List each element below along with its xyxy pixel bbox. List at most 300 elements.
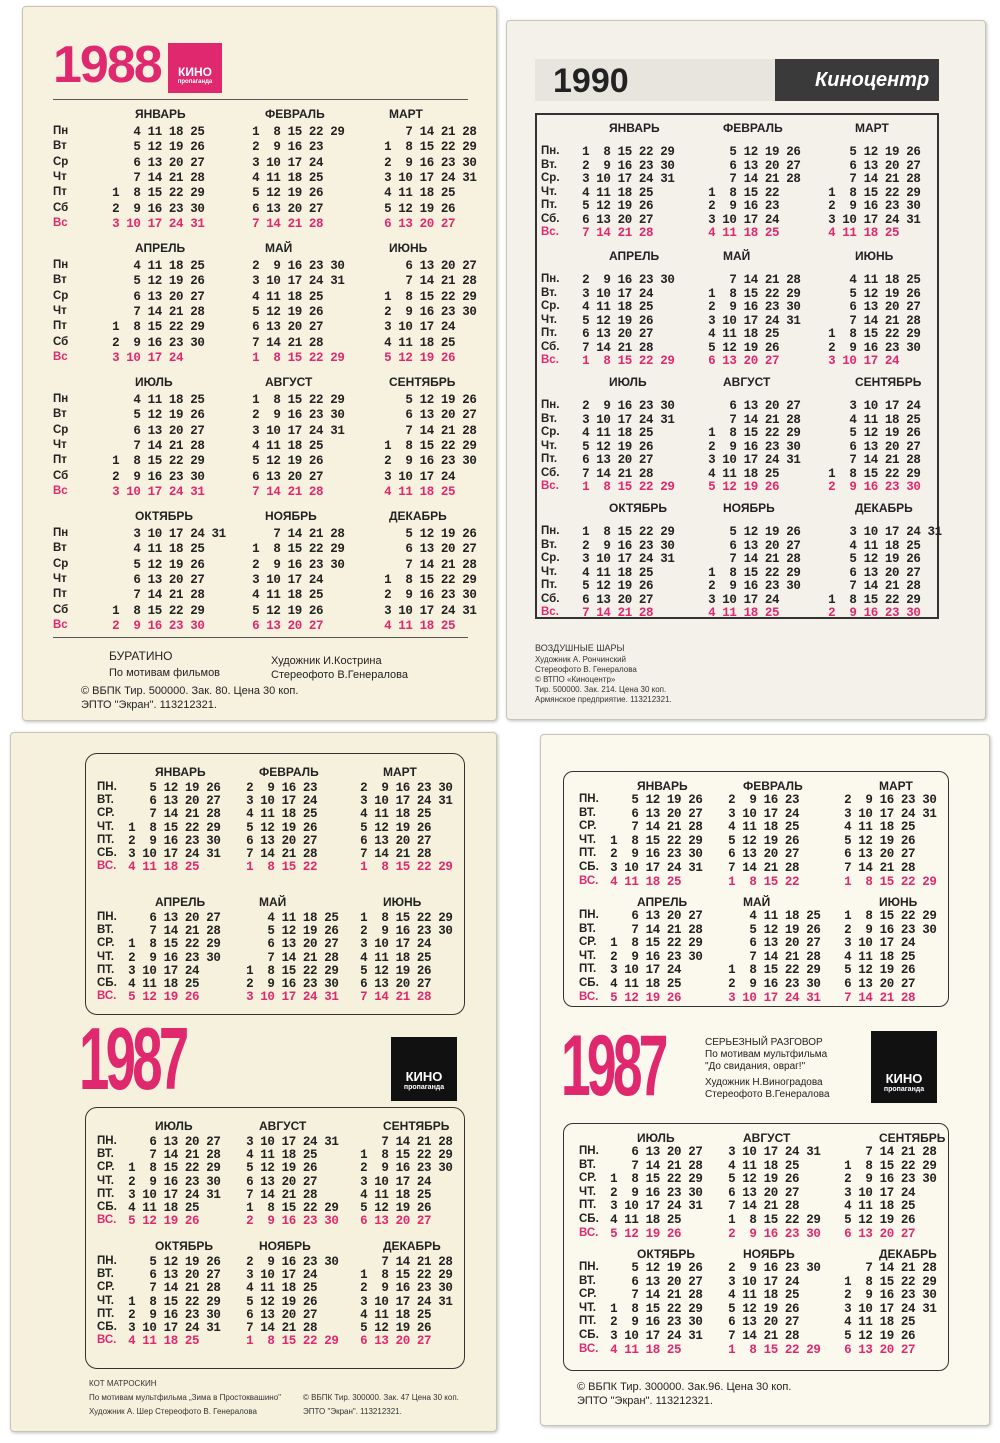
month-header: ФЕВРАЛЬ [723,121,783,135]
date-row: 2 9 16 23 30 [105,201,205,216]
weekday-label: Чт. [541,313,557,326]
date-row: 7 14 21 28 [105,438,205,453]
date-row: 5 12 19 26 [603,1261,703,1275]
date-row: 3 10 17 24 31 [575,172,675,186]
month-header: МАЙ [723,249,751,263]
weekday-label: СР. [97,807,115,820]
date-row: 1 8 15 22 29 [821,592,921,607]
publisher-text: © ВБПК Тир. 300000. Зак.96. Цена 30 коп. [577,1381,792,1393]
month-header: ИЮЛЬ [609,375,647,389]
card-title: БУРАТИНО [109,649,173,663]
month-header: МАРТ [855,121,889,135]
date-row: 2 9 16 23 30 [121,950,221,965]
date-row: 6 13 20 27 [821,439,921,454]
month-header: АВГУСТ [259,1119,307,1133]
month-header: НОЯБРЬ [265,509,317,523]
date-row: 6 13 20 27 [353,1214,432,1229]
date-row: 2 9 16 23 [701,199,780,213]
date-row: 5 12 19 26 [377,393,477,407]
date-row: 5 12 19 26 [837,1213,916,1227]
month-header: АВГУСТ [723,375,771,389]
date-row: 6 13 20 27 [239,1174,318,1189]
date-row: 3 10 17 24 31 [245,274,345,289]
date-row: 6 13 20 27 [837,977,916,991]
weekday-label: ПТ. [97,963,115,976]
date-row: 2 9 16 23 30 [353,924,453,939]
date-row: 4 11 18 25 [575,185,654,200]
weekday-label: Сб [53,201,69,214]
weekday-label: СР. [97,1281,115,1294]
date-row: 2 9 16 23 30 [105,335,205,350]
date-row: 4 11 18 25 [353,950,432,965]
date-row: 1 8 15 22 29 [821,185,921,200]
date-row: 5 12 19 26 [239,820,318,835]
weekday-label: Чт. [541,185,557,198]
info-title: СЕРЬЕЗНЫЙ РАЗГОВОР [705,1037,823,1048]
date-row: 3 10 17 24 31 [721,990,821,1005]
date-row: 6 13 20 27 [721,1315,800,1330]
date-row: 2 9 16 23 30 [701,439,801,454]
weekday-label: Вт. [541,286,557,299]
date-row: 3 10 17 24 31 [603,1199,703,1214]
date-row: 7 14 21 28 [245,484,324,499]
date-row: 2 9 16 23 30 [821,199,921,213]
date-row: 4 11 18 25 [377,618,456,633]
weekday-label: ПН. [97,1135,117,1147]
weekday-label: ПТ. [97,1307,115,1320]
date-row: 2 9 16 23 30 [837,1288,937,1303]
artist-text: Художник А. Рончинский [535,655,627,664]
date-row: 1 8 15 22 29 [575,480,675,494]
date-row: 1 8 15 22 29 [721,1213,821,1227]
date-row: 1 8 15 22 29 [837,874,937,889]
month-header: ЯНВАРЬ [609,121,660,135]
weekday-label: Сб. [541,592,560,605]
date-row: 3 10 17 24 31 [121,1187,221,1202]
date-row: 5 12 19 26 [121,781,221,795]
weekday-label: СР. [579,820,597,833]
date-row: 4 11 18 25 [245,588,324,603]
date-row: 4 11 18 25 [603,1213,682,1227]
date-row: 4 11 18 25 [105,542,205,557]
kino-logo [168,43,222,93]
date-row: 3 10 17 24 31 [721,1145,821,1159]
date-row: 3 10 17 24 [701,592,780,607]
date-row: 1 8 15 22 29 [837,1274,937,1289]
month-header: МАРТ [879,779,913,793]
date-row: 5 12 19 26 [239,1161,318,1176]
card-title: ВОЗДУШНЫЕ ШАРЫ [535,643,625,653]
logo-text: КИНО [405,1069,443,1084]
date-row: 3 10 17 24 [575,286,654,301]
date-row: 1 8 15 22 29 [353,860,453,875]
month-header: СЕНТЯБРЬ [383,1119,450,1133]
year-title: 1987 [79,1009,186,1108]
weekday-label: ПН. [579,1261,599,1273]
weekday-label: Сб. [541,212,560,225]
date-row: 3 10 17 24 [245,572,324,587]
month-header: ЯНВАРЬ [637,779,688,793]
date-row: 5 12 19 26 [353,820,432,835]
date-row: 4 11 18 25 [245,170,324,185]
date-row: 3 10 17 24 [121,963,200,978]
date-row: 6 13 20 27 [121,794,221,809]
date-row: 6 13 20 27 [377,216,456,231]
date-row: 5 12 19 26 [105,557,205,572]
weekday-label: ВТ. [97,1148,114,1161]
date-row: 1 8 15 22 29 [105,320,205,335]
date-row: 6 13 20 27 [603,806,703,821]
date-row: 7 14 21 28 [701,172,801,186]
print-text: Тир. 500000. Зак. 214. Цена 30 коп. [535,685,667,694]
weekday-label: ЧТ. [579,1301,597,1314]
date-row: 5 12 19 26 [603,1226,682,1241]
weekday-label: ПН. [579,909,599,921]
date-row: 4 11 18 25 [721,1158,800,1173]
date-row: 7 14 21 28 [603,1288,703,1303]
date-row: 7 14 21 28 [721,1199,800,1214]
date-row: 1 8 15 22 29 [245,125,345,139]
divider [53,99,468,100]
weekday-label: Чт. [541,565,557,578]
weekday-label: ЧТ. [97,950,115,963]
date-row: 4 11 18 25 [353,1307,432,1322]
date-row: 1 8 15 22 29 [105,454,205,469]
calendar-card-1987-a [10,732,497,1432]
date-row: 2 9 16 23 30 [245,408,345,423]
weekday-label: ЧТ. [579,833,597,846]
date-row: 3 10 17 24 [377,469,456,484]
weekday-label: ПН. [579,1145,599,1157]
date-row: 5 12 19 26 [821,145,921,159]
date-row: 4 11 18 25 [721,820,800,835]
date-row: 7 14 21 28 [603,922,703,937]
date-row: 5 12 19 26 [121,990,200,1005]
date-row: 5 12 19 26 [353,963,432,978]
date-row: 2 9 16 23 30 [239,1214,339,1229]
date-row: 5 12 19 26 [377,201,456,216]
date-row: 6 13 20 27 [837,847,916,862]
date-row: 1 8 15 22 29 [245,393,345,407]
date-row: 1 8 15 22 [239,860,318,875]
weekday-label: ПТ. [579,1315,597,1328]
month-header: АВГУСТ [265,375,313,389]
date-row: 2 9 16 23 30 [821,606,921,620]
date-row: 2 9 16 23 30 [377,588,477,603]
date-row: 4 11 18 25 [245,289,324,304]
date-row: 6 13 20 27 [239,937,339,952]
date-row: 3 10 17 24 31 [105,216,205,231]
month-header: МАРТ [383,765,417,779]
date-row: 7 14 21 28 [377,125,477,139]
date-row: 5 12 19 26 [837,1329,916,1343]
motif-text: По мотивам мультфильма [705,1049,828,1060]
date-row: 6 13 20 27 [353,1334,432,1349]
weekday-label: ЧТ. [97,1294,115,1307]
year-title: 1990 [553,62,629,100]
date-row: 4 11 18 25 [105,125,205,139]
weekday-label: ВТ. [579,922,596,935]
weekday-label: Пт. [541,453,558,465]
date-row: 5 12 19 26 [105,140,205,155]
date-row: 1 8 15 22 29 [377,572,477,587]
date-row: 7 14 21 28 [239,1321,318,1335]
weekday-label: Ср. [541,552,560,564]
photo-text: Стереофото В.Генералова [271,669,409,681]
date-row: 2 9 16 23 30 [603,1185,703,1200]
date-row: 6 13 20 27 [121,1135,221,1149]
weekday-label: ВС. [579,874,599,887]
date-row: 5 12 19 26 [721,922,821,937]
date-row: 1 8 15 22 29 [239,1201,339,1215]
month-header: ОКТЯБРЬ [155,1239,214,1253]
date-row: 7 14 21 28 [377,557,477,572]
weekday-label: Ср [53,557,69,570]
date-row: 3 10 17 24 31 [239,990,339,1005]
date-row: 7 14 21 28 [575,606,654,620]
publisher-text: © ВБПК Тир. 300000. Зак. 47 Цена 30 коп. [303,1393,459,1402]
weekday-label: Вс. [541,480,559,492]
date-row: 7 14 21 28 [239,1187,318,1202]
date-row: 2 9 16 23 30 [121,1307,221,1322]
date-row: 2 9 16 23 30 [353,781,453,795]
date-row: 6 13 20 27 [575,327,654,341]
year-box [535,59,775,101]
weekday-label: Пт. [541,327,558,339]
date-row: 5 12 19 26 [121,1214,200,1229]
date-row: 7 14 21 28 [105,304,205,319]
date-row: 3 10 17 24 31 [603,861,703,875]
weekday-label: Ср. [541,426,560,438]
date-row: 1 8 15 22 [721,874,800,889]
date-row: 3 10 17 24 31 [105,484,205,499]
date-row: 3 10 17 24 [105,350,184,365]
date-row: 6 13 20 27 [353,833,432,848]
date-row: 5 12 19 26 [245,186,324,201]
weekday-label: ВТ. [97,924,114,937]
date-row: 1 8 15 22 29 [353,911,453,925]
date-row: 3 10 17 24 31 [245,423,345,438]
date-row: 2 9 16 23 30 [575,399,675,413]
logo-subtext: пропаганда [177,79,213,85]
date-row: 7 14 21 28 [721,861,800,875]
date-row: 4 11 18 25 [821,273,921,287]
date-row: 5 12 19 26 [105,274,205,289]
month-header: ИЮНЬ [879,895,918,909]
motif-text: По мотивам фильмов [109,667,221,679]
date-row: 1 8 15 22 29 [377,438,477,453]
date-row: 4 11 18 25 [353,1187,432,1202]
date-row: 2 9 16 23 30 [701,300,801,314]
date-row: 6 13 20 27 [245,201,324,216]
weekday-label: Вт. [541,158,557,171]
date-row: 2 9 16 23 30 [837,793,937,807]
artist-text: Художник И.Кострина [271,655,382,667]
date-row: 3 10 17 24 [353,937,432,952]
month-header: НОЯБРЬ [743,1247,795,1261]
date-row: 5 12 19 26 [245,454,324,469]
weekday-label: Пн. [541,145,560,157]
date-row: 6 13 20 27 [701,399,801,413]
date-row: 1 8 15 22 29 [721,963,821,978]
date-row: 5 12 19 26 [701,480,780,494]
date-row: 5 12 19 26 [575,199,654,213]
date-row: 1 8 15 22 29 [701,286,801,301]
date-row: 3 10 17 24 31 [603,1329,703,1343]
date-row: 4 11 18 25 [821,538,921,553]
date-row: 4 11 18 25 [239,911,339,925]
month-header: ФЕВРАЛЬ [259,765,319,779]
date-row: 4 11 18 25 [239,1148,318,1163]
date-row: 7 14 21 28 [121,924,221,939]
date-row: 5 12 19 26 [239,1294,318,1309]
weekday-label: ВТ. [97,1268,114,1281]
month-header: ЯНВАРЬ [155,765,206,779]
weekday-label: Вт [53,274,67,287]
date-row: 1 8 15 22 29 [603,833,703,848]
weekday-label: СР. [97,1161,115,1174]
date-row: 2 9 16 23 [721,793,800,807]
weekday-label: ВС. [579,1226,599,1239]
weekday-label: СБ. [97,1321,117,1333]
month-header: СЕНТЯБРЬ [879,1131,946,1145]
date-row: 5 12 19 26 [245,603,324,618]
weekday-label: Вт. [541,538,557,551]
date-row: 5 12 19 26 [575,579,654,593]
date-row: 2 9 16 23 30 [837,922,937,937]
date-row: 7 14 21 28 [821,453,921,467]
month-header: ИЮЛЬ [155,1119,193,1133]
date-row: 4 11 18 25 [105,393,205,407]
date-row: 2 9 16 23 30 [353,1281,453,1296]
year-title: 1988 [53,36,161,94]
kino-logo [391,1037,457,1101]
calendar-card-1990 [506,20,986,720]
date-row: 3 10 17 24 [721,806,800,821]
date-row: 7 14 21 28 [105,170,205,185]
weekday-label: СБ. [579,861,599,873]
date-row: 5 12 19 26 [353,1201,432,1215]
date-row: 3 10 17 24 [821,399,921,413]
weekday-label: СБ. [97,847,117,859]
logo-text: КИНО [178,65,212,79]
date-row: 3 10 17 24 31 [821,525,942,539]
date-row: 7 14 21 28 [245,216,324,231]
date-row: 1 8 15 22 29 [105,603,205,618]
date-row: 7 14 21 28 [821,313,921,328]
date-row: 7 14 21 28 [721,949,821,964]
date-row: 1 8 15 22 29 [821,327,921,341]
date-row: 3 10 17 24 31 [239,1135,339,1149]
month-header: ОКТЯБРЬ [609,501,668,515]
date-row: 4 11 18 25 [821,226,900,240]
date-row: 5 12 19 26 [721,1301,800,1316]
date-row: 4 11 18 25 [245,438,324,453]
date-row: 1 8 15 22 29 [121,937,221,952]
date-row: 3 10 17 24 31 [701,313,801,328]
date-row: 2 9 16 23 30 [721,977,821,991]
logo-text: КИНО [885,1071,923,1086]
month-header: СЕНТЯБРЬ [855,375,922,389]
weekday-label: Пн. [541,273,560,285]
date-row: 1 8 15 22 [701,185,780,200]
date-row: 5 12 19 26 [353,1321,432,1335]
weekday-label: ЧТ. [579,949,597,962]
date-row: 3 10 17 24 [353,1174,432,1189]
date-row: 5 12 19 26 [701,340,780,355]
date-row: 5 12 19 26 [603,990,682,1005]
date-row: 3 10 17 24 31 [377,170,477,185]
month-header: ДЕКАБРЬ [383,1239,441,1253]
date-row: 4 11 18 25 [353,807,432,822]
date-row: 7 14 21 28 [353,1135,453,1149]
date-row: 7 14 21 28 [821,579,921,593]
date-row: 3 10 17 24 31 [575,552,675,566]
date-row: 6 13 20 27 [821,565,921,580]
date-row: 2 9 16 23 30 [603,1315,703,1330]
date-row: 3 10 17 24 31 [575,412,675,427]
date-row: 1 8 15 22 29 [603,936,703,951]
date-row: 2 9 16 23 30 [353,1161,453,1176]
weekday-label: Пт. [541,579,558,591]
date-row: 4 11 18 25 [701,327,780,341]
date-row: 1 8 15 22 29 [701,565,801,580]
weekday-label: СР. [97,937,115,950]
date-row: 4 11 18 25 [377,186,456,201]
date-row: 6 13 20 27 [837,1226,916,1241]
date-row: 2 9 16 23 30 [575,158,675,173]
weekday-label: Сб. [541,466,560,479]
date-row: 3 10 17 24 [239,1268,318,1283]
weekday-label: Ср. [541,172,560,184]
date-row: 6 13 20 27 [353,977,432,991]
date-row: 4 11 18 25 [603,1342,682,1357]
date-row: 2 9 16 23 30 [105,469,205,484]
logo-subtext: пропаганда [883,1086,925,1093]
date-row: 6 13 20 27 [121,1268,221,1283]
date-row: 1 8 15 22 29 [575,354,675,368]
month-header: ДЕКАБРЬ [879,1247,937,1261]
date-row: 5 12 19 26 [575,439,654,454]
date-row: 4 11 18 25 [721,1288,800,1303]
date-row: 4 11 18 25 [239,1281,318,1296]
weekday-label: ПТ. [97,833,115,846]
date-row: 7 14 21 28 [837,861,916,875]
date-row: 2 9 16 23 30 [721,1226,821,1241]
date-row: 2 9 16 23 30 [575,538,675,553]
month-header: АПРЕЛЬ [135,241,186,255]
date-row: 2 9 16 23 30 [575,273,675,287]
date-row: 4 11 18 25 [121,1334,200,1349]
date-row: 4 11 18 25 [837,949,916,964]
date-row: 6 13 20 27 [701,354,780,368]
calendar-card-1988 [22,6,497,721]
date-row: 7 14 21 28 [377,274,477,289]
weekday-label: Чт [53,572,67,585]
date-row: 7 14 21 28 [245,527,345,541]
weekday-label: Вс [53,618,68,631]
month-header: НОЯБРЬ [723,501,775,515]
weekday-label: ВС. [97,1334,117,1347]
weekday-label: СБ. [579,1329,599,1341]
date-row: 5 12 19 26 [575,313,654,328]
date-row: 7 14 21 28 [121,1281,221,1296]
date-row: 2 9 16 23 30 [837,1172,937,1187]
month-header: ИЮНЬ [383,895,422,909]
month-header: МАРТ [389,107,423,121]
date-row: 7 14 21 28 [377,423,477,438]
weekday-label: Вс. [541,226,559,238]
